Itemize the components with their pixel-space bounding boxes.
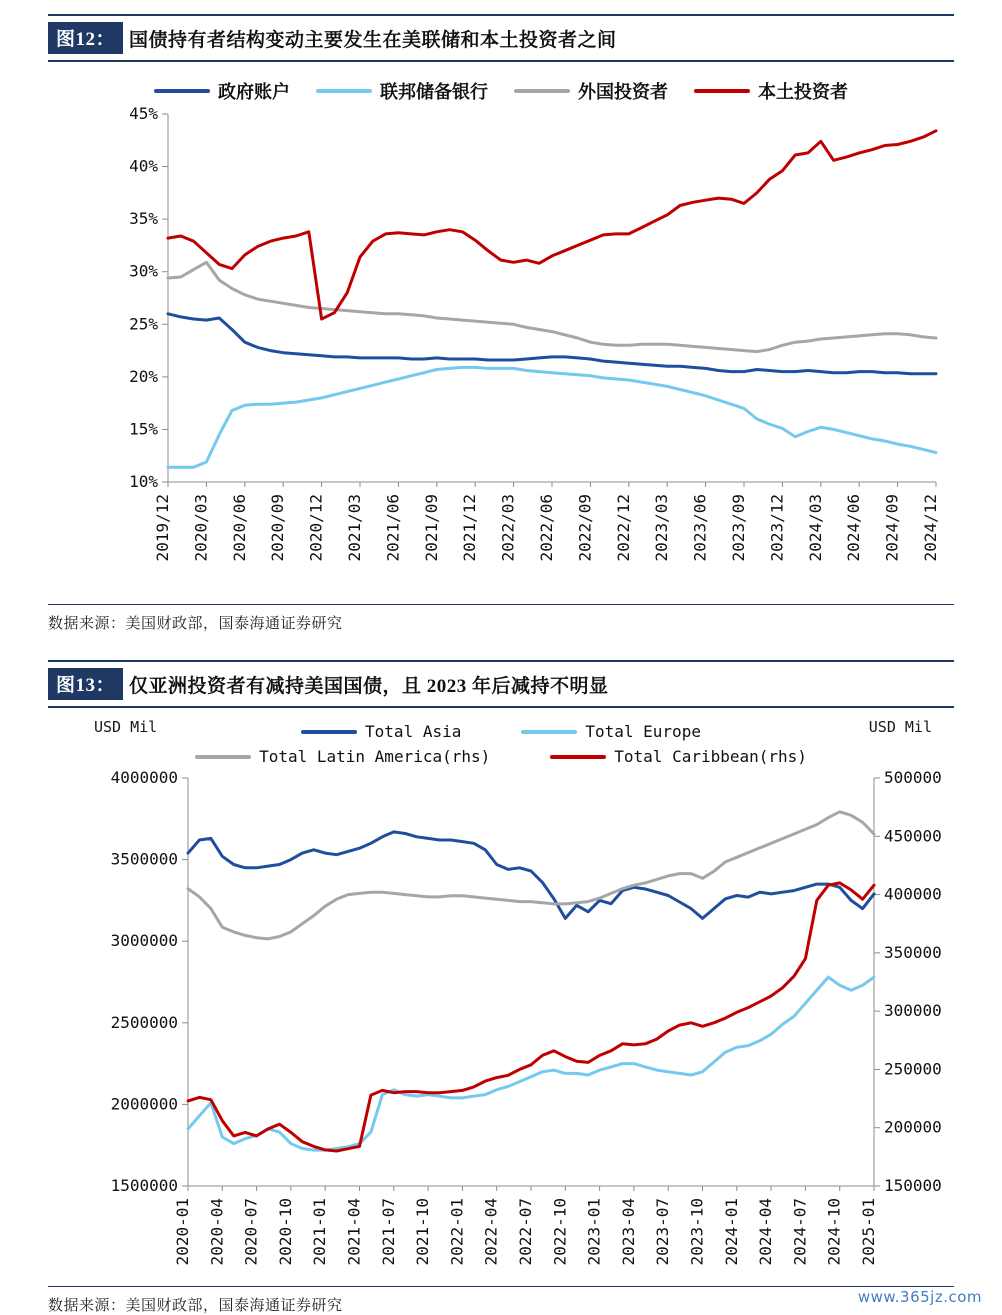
figure-13-title-bar	[48, 660, 954, 708]
legend-item-total-caribbean	[550, 747, 807, 766]
svg-text:2023-01: 2023-01	[584, 1198, 604, 1266]
svg-text:2024-07: 2024-07	[790, 1198, 810, 1266]
legend-swatch-foreign-investors	[514, 89, 570, 93]
legend-swatch-total-asia	[301, 730, 357, 734]
legend-label-total-europe: Total Europe	[585, 722, 701, 741]
svg-text:2020-07: 2020-07	[241, 1198, 261, 1266]
svg-text:2022-01: 2022-01	[447, 1198, 467, 1266]
svg-text:2024/09: 2024/09	[882, 494, 902, 562]
svg-text:2020/09: 2020/09	[268, 494, 288, 562]
figure-12-legend	[48, 78, 954, 104]
svg-text:2020/12: 2020/12	[306, 494, 326, 562]
svg-text:2023/12: 2023/12	[767, 494, 787, 562]
figure-12-svg	[48, 104, 954, 604]
figure-13-right-unit: USD Mil	[868, 718, 932, 736]
figure-13-left-unit: USD Mil	[94, 718, 158, 736]
svg-text:2021-07: 2021-07	[378, 1198, 398, 1266]
svg-text:2023/06: 2023/06	[690, 494, 710, 562]
svg-text:2024/06: 2024/06	[844, 494, 864, 562]
legend-swatch-total-europe	[521, 730, 577, 734]
svg-text:35%: 35%	[129, 209, 158, 229]
svg-text:20%: 20%	[129, 366, 158, 386]
svg-text:2023-04: 2023-04	[618, 1198, 638, 1266]
legend-swatch-total-latin-america	[195, 755, 251, 759]
svg-text:2023/03: 2023/03	[652, 494, 672, 562]
svg-text:10%: 10%	[129, 472, 158, 491]
svg-text:3000000: 3000000	[110, 931, 178, 951]
legend-swatch-government-account	[154, 89, 210, 93]
svg-text:2020-01: 2020-01	[173, 1198, 192, 1266]
figure-13-plot	[48, 766, 954, 1286]
legend-item-total-asia	[301, 722, 461, 741]
svg-text:2021/12: 2021/12	[460, 494, 480, 562]
svg-text:400000: 400000	[884, 884, 942, 904]
legend-label-government-account: 政府账户	[218, 82, 290, 102]
legend-item-government-account	[154, 78, 290, 104]
svg-text:200000: 200000	[884, 1117, 942, 1137]
svg-text:2024/12: 2024/12	[921, 494, 940, 562]
figure-13-tag: 图13：	[48, 668, 123, 700]
svg-text:2023-10: 2023-10	[687, 1198, 707, 1266]
svg-text:350000: 350000	[884, 942, 942, 962]
legend-swatch-domestic-investors	[694, 89, 750, 93]
svg-text:25%: 25%	[129, 314, 158, 334]
svg-text:250000: 250000	[884, 1059, 942, 1079]
legend-label-total-asia: Total Asia	[365, 722, 462, 741]
svg-text:2024-10: 2024-10	[824, 1198, 844, 1266]
svg-text:2500000: 2500000	[110, 1012, 178, 1032]
svg-text:15%: 15%	[129, 419, 158, 439]
svg-text:150000: 150000	[884, 1176, 942, 1195]
legend-label-federal-reserve: 联邦储备银行	[380, 82, 488, 102]
legend-item-federal-reserve	[316, 78, 488, 104]
svg-text:2024/03: 2024/03	[805, 494, 825, 562]
svg-text:4000000: 4000000	[110, 768, 178, 787]
svg-text:2020-10: 2020-10	[275, 1198, 295, 1266]
figure-12-plot	[48, 104, 954, 604]
svg-text:2019/12: 2019/12	[153, 494, 172, 562]
figure-13-legend-row-2	[48, 747, 954, 766]
svg-text:40%: 40%	[129, 156, 158, 176]
svg-text:45%: 45%	[129, 104, 158, 123]
svg-text:450000: 450000	[884, 826, 942, 846]
svg-text:2023/09: 2023/09	[729, 494, 748, 562]
figure-13-title: 仅亚洲投资者有减持美国国债，且 2023 年后减持不明显	[129, 675, 609, 697]
svg-text:2021/06: 2021/06	[383, 494, 403, 562]
legend-label-total-caribbean: Total Caribbean(rhs)	[614, 747, 807, 766]
figure-13-legend-row-1	[48, 722, 954, 741]
svg-text:2022/12: 2022/12	[613, 494, 633, 562]
svg-text:2023-07: 2023-07	[653, 1198, 673, 1266]
svg-text:2022-07: 2022-07	[516, 1198, 535, 1266]
legend-item-total-europe	[521, 722, 701, 741]
figure-12-tag: 图12：	[48, 22, 123, 54]
svg-text:2022-10: 2022-10	[550, 1198, 570, 1266]
svg-text:2024-01: 2024-01	[721, 1198, 741, 1266]
legend-label-domestic-investors: 本土投资者	[758, 82, 848, 102]
svg-text:2020/06: 2020/06	[229, 494, 249, 562]
legend-item-domestic-investors	[694, 78, 848, 104]
legend-label-total-latin-america: Total Latin America(rhs)	[259, 747, 491, 766]
figure-12-title: 国债持有者结构变动主要发生在美联储和本土投资者之间	[129, 29, 617, 51]
svg-text:2022/06: 2022/06	[537, 494, 556, 562]
legend-swatch-total-caribbean	[550, 755, 606, 759]
svg-text:2025-01: 2025-01	[859, 1198, 878, 1266]
svg-text:2020-04: 2020-04	[207, 1198, 227, 1266]
svg-text:2021-01: 2021-01	[310, 1198, 330, 1266]
svg-text:2021/09: 2021/09	[421, 494, 441, 562]
svg-text:3500000: 3500000	[110, 849, 178, 869]
figure-13-source: 数据来源：美国财政部，国泰海通证券研究	[48, 1286, 954, 1315]
legend-item-total-latin-america	[195, 747, 490, 766]
figure-13	[48, 660, 954, 1315]
svg-text:2000000: 2000000	[110, 1094, 178, 1114]
svg-text:300000: 300000	[884, 1001, 942, 1021]
figure-13-legend-block	[48, 718, 954, 766]
svg-text:2020/03: 2020/03	[191, 494, 211, 562]
figure-12-source: 数据来源：美国财政部，国泰海通证券研究	[48, 604, 954, 633]
svg-text:2024-04: 2024-04	[756, 1198, 776, 1266]
svg-text:2021/03: 2021/03	[345, 494, 364, 562]
svg-text:2022-04: 2022-04	[481, 1198, 501, 1266]
figure-12-title-bar	[48, 14, 954, 62]
figure-13-svg	[48, 766, 954, 1286]
legend-swatch-federal-reserve	[316, 89, 372, 93]
svg-text:2021-04: 2021-04	[344, 1198, 364, 1266]
svg-text:2022/03: 2022/03	[498, 493, 518, 562]
legend-item-foreign-investors	[514, 78, 668, 104]
legend-label-foreign-investors: 外国投资者	[578, 82, 668, 102]
svg-text:1500000: 1500000	[110, 1176, 178, 1195]
svg-text:2021-10: 2021-10	[413, 1198, 433, 1266]
svg-text:500000: 500000	[884, 768, 942, 787]
figure-12	[48, 14, 954, 633]
svg-text:30%: 30%	[129, 261, 158, 281]
svg-text:2022/09: 2022/09	[575, 494, 595, 562]
watermark: www.365jz.com	[857, 1288, 982, 1306]
